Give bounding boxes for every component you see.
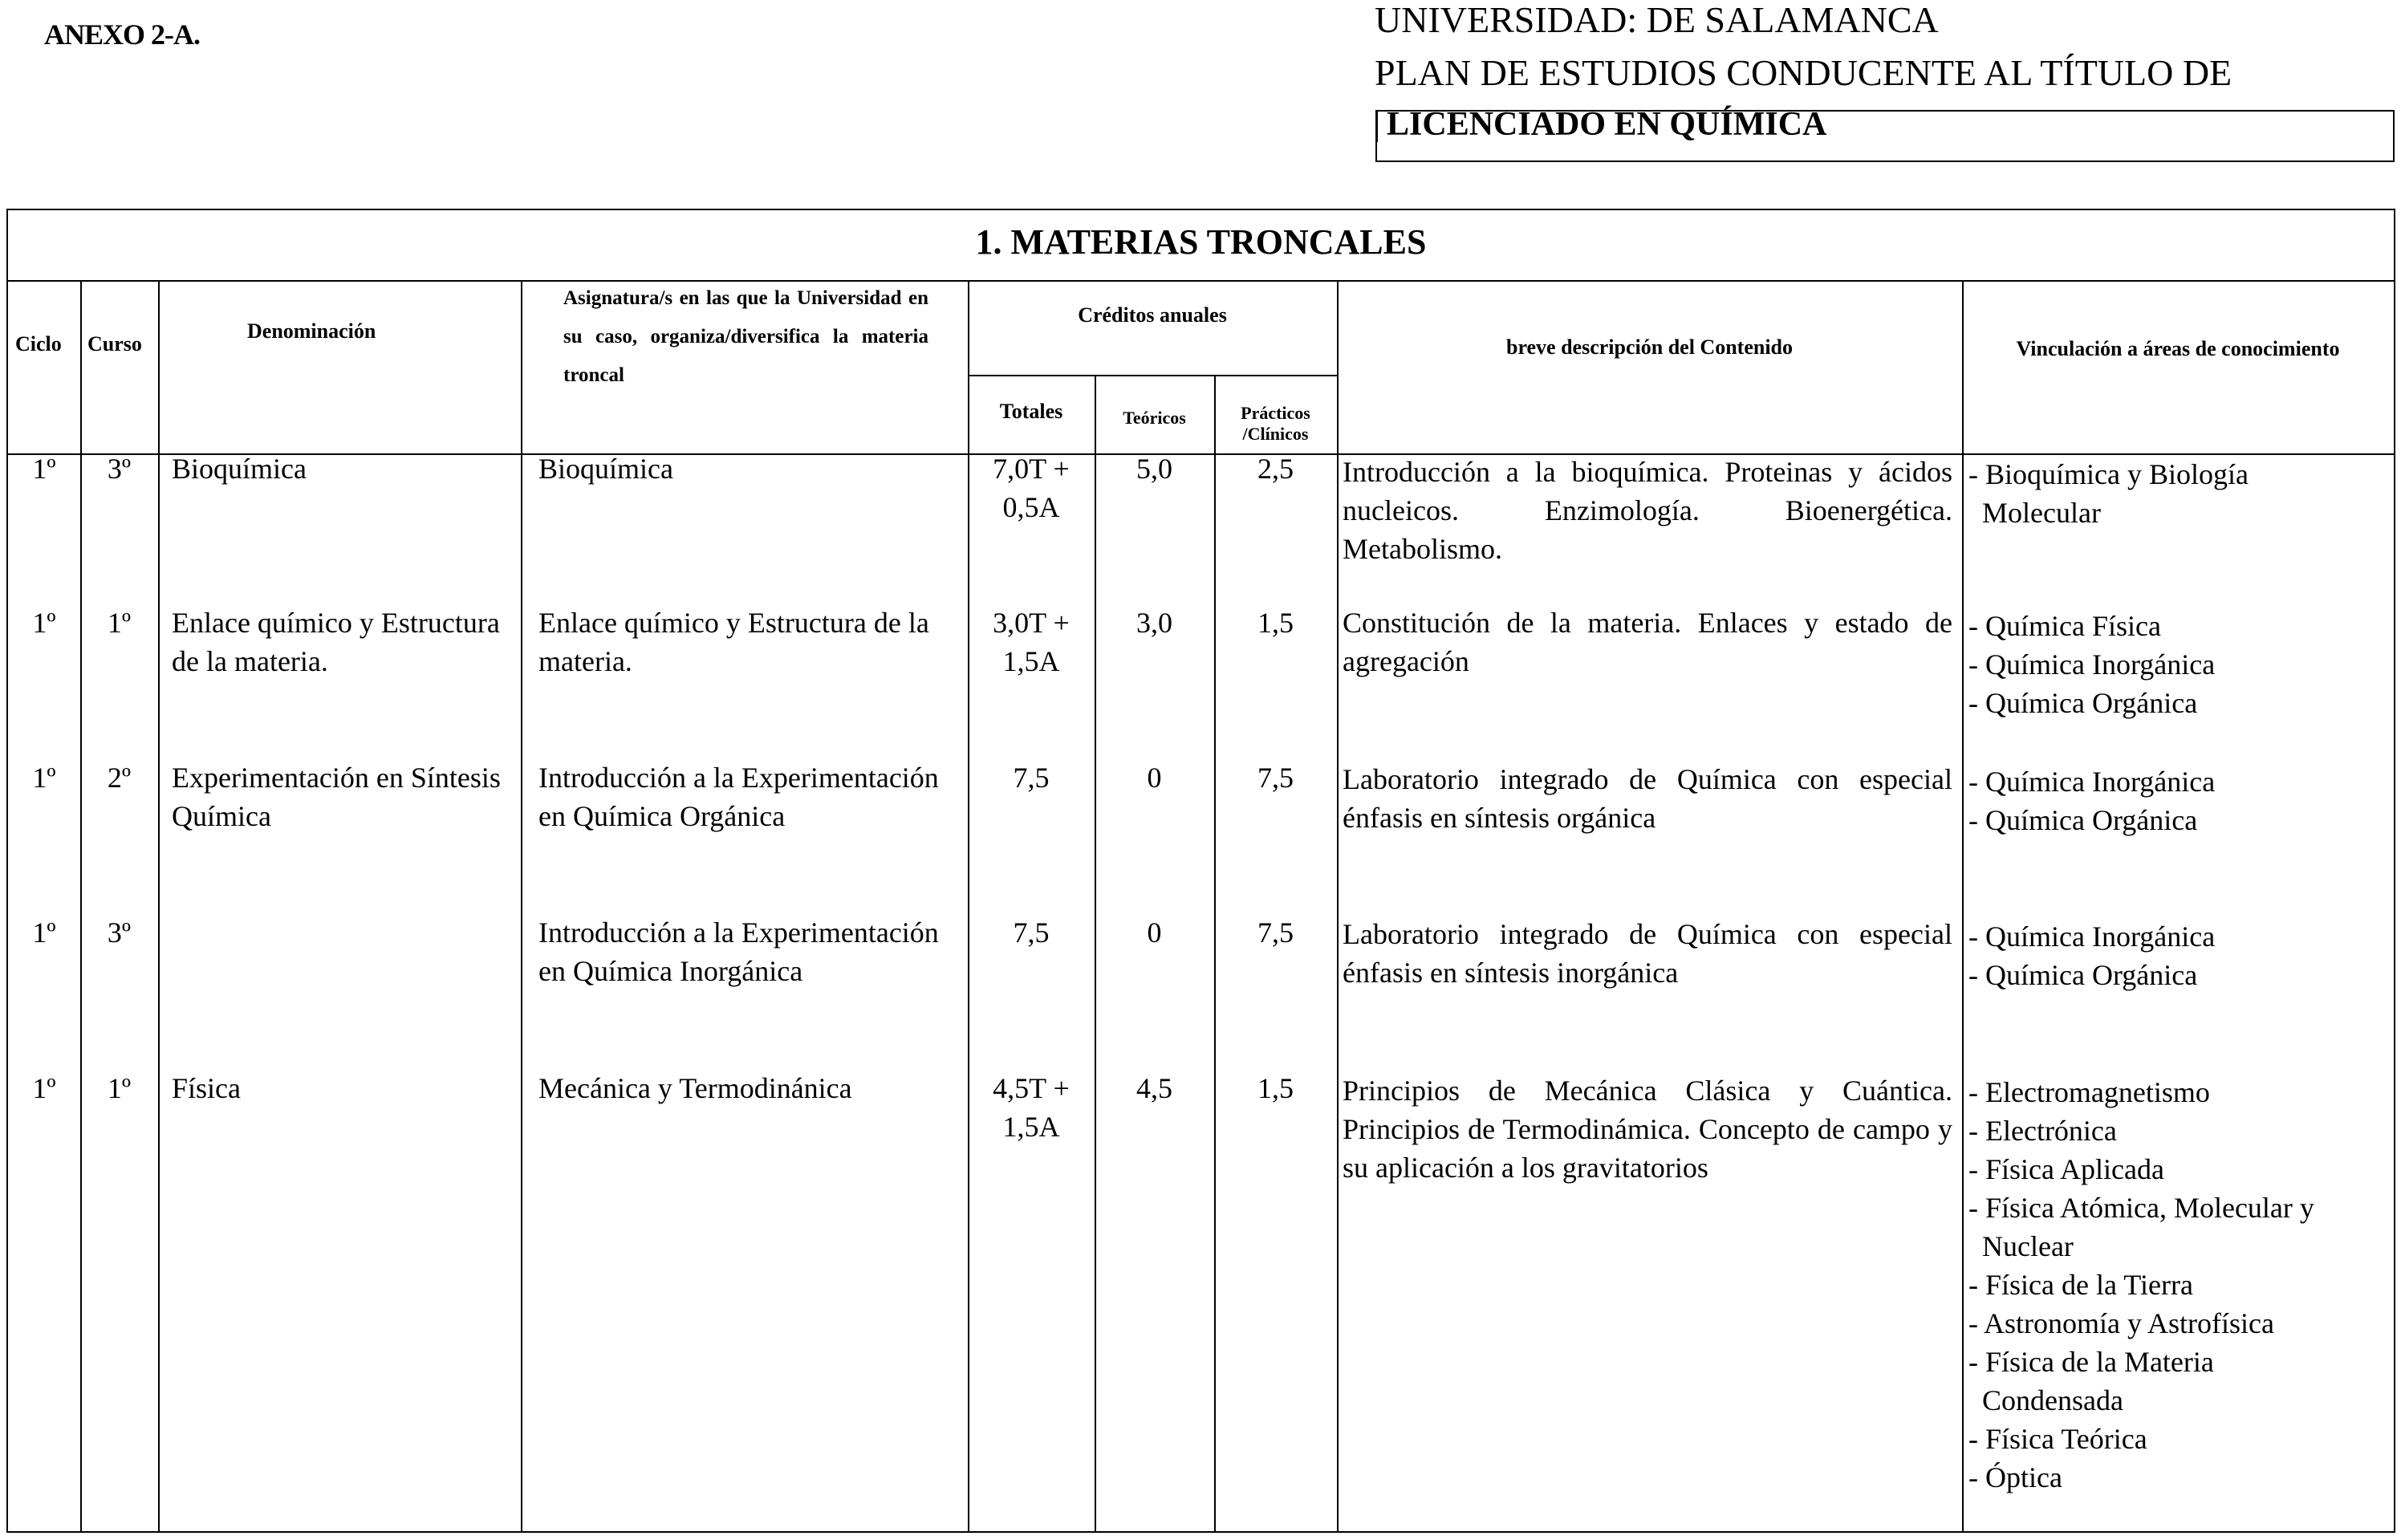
- row2-practicos: 1,5: [1257, 607, 1294, 639]
- row2-areas: [1968, 607, 2215, 722]
- area-item: Molecular: [1982, 497, 2101, 529]
- row5-areas: [1968, 1073, 2314, 1497]
- col-sep-creditos: [1337, 280, 1339, 1533]
- area-item: - Física Atómica, Molecular y: [1968, 1192, 2314, 1224]
- row1-teoricos: 5,0: [1136, 453, 1172, 485]
- row4-descripcion: Laboratorio integrado de Química con especial énfasis en síntesis inorgánica: [1343, 918, 1952, 989]
- row2-asignatura: Enlace químico y Estructura de la materia.: [538, 607, 929, 677]
- row1-asignatura: Bioquímica: [538, 453, 673, 485]
- row2-descripcion: Constitución de la materia. Enlaces y estado de agregación: [1343, 607, 1952, 677]
- row5-practicos: 1,5: [1257, 1072, 1294, 1104]
- degree-title: LICENCIADO EN QUÍMICA: [1387, 106, 1827, 143]
- row4-practicos: 7,5: [1257, 916, 1294, 949]
- row4-asignatura: Introducción a la Experimentación en Química Inorgánica: [538, 916, 939, 987]
- header-vinculacion: Vinculación a áreas de conocimiento: [2016, 337, 2340, 360]
- area-item: - Química Orgánica: [1968, 804, 2198, 836]
- header-practicos-line2: /Clínicos: [1242, 424, 1309, 444]
- row2-curso: 1º: [107, 607, 132, 639]
- row1-practicos: 2,5: [1257, 453, 1294, 485]
- header-asignatura: Asignatura/s en las que la Universidad en su caso, organiza/diversifica la materia troncal: [563, 287, 928, 386]
- row4-totales-line1: 7,5: [1013, 916, 1050, 949]
- row5-denominacion: Física: [172, 1072, 241, 1104]
- row2-ciclo: 1º: [32, 607, 56, 639]
- area-item: - Química Inorgánica: [1968, 648, 2216, 681]
- area-item: - Bioquímica y Biología: [1968, 458, 2249, 490]
- header-ciclo: Ciclo: [15, 332, 62, 356]
- row3-teoricos: 0: [1147, 762, 1162, 794]
- col-sep-denominacion: [521, 280, 522, 1533]
- header-teoricos: Teóricos: [1123, 408, 1186, 428]
- annex-label: ANEXO 2-A.: [44, 18, 200, 51]
- row3-totales-line1: 7,5: [1013, 762, 1050, 794]
- header-denominacion: Denominación: [247, 319, 376, 343]
- row1-totales: [968, 449, 1095, 526]
- area-item: - Física Aplicada: [1968, 1153, 2164, 1185]
- area-item: - Electrónica: [1968, 1115, 2117, 1147]
- row5-descripcion: Principios de Mecánica Clásica y Cuántica. Principios de Termodinámica. Concepto de campo y su aplicación a los gravitatorios: [1343, 1075, 1952, 1184]
- row1-descripcion: Introducción a la bioquímica. Proteinas y ácidos nucleicos. Enzimología. Bioenergética. Metabolismo.: [1343, 456, 1952, 565]
- row3-areas: [1968, 762, 2215, 839]
- row3-curso: 2º: [107, 762, 132, 794]
- university-line: UNIVERSIDAD: DE SALAMANCA: [1375, 0, 1939, 40]
- area-item: - Física Teórica: [1968, 1423, 2147, 1455]
- box-tick-mark: [1375, 110, 1378, 142]
- row1-totales-line2: 0,5A: [1002, 491, 1060, 523]
- row4-totales: [968, 913, 1095, 952]
- area-item: - Física de la Materia: [1968, 1346, 2214, 1378]
- row2-totales-line2: 1,5A: [1002, 645, 1060, 677]
- col-sep-teoricos: [1214, 375, 1216, 1533]
- header-practicos: [1214, 403, 1337, 445]
- row3-practicos: 7,5: [1257, 762, 1294, 794]
- area-item: Nuclear: [1982, 1230, 2074, 1262]
- area-item: - Óptica: [1968, 1461, 2062, 1493]
- row5-totales-line1: 4,5T +: [993, 1072, 1070, 1104]
- row5-teoricos: 4,5: [1136, 1072, 1172, 1104]
- row5-totales: [968, 1069, 1095, 1146]
- rule-under-creditos: [968, 375, 1337, 376]
- row1-denominacion: Bioquímica: [172, 453, 307, 485]
- row4-areas: [1968, 917, 2215, 994]
- area-item: - Química Orgánica: [1968, 959, 2198, 991]
- row5-curso: 1º: [107, 1072, 132, 1104]
- row4-ciclo: 1º: [32, 916, 56, 949]
- row5-totales-line2: 1,5A: [1002, 1111, 1060, 1143]
- row4-curso: 3º: [107, 916, 132, 949]
- row3-asignatura: Introducción a la Experimentación en Química Orgánica: [538, 762, 939, 832]
- area-item: - Química Inorgánica: [1968, 766, 2216, 798]
- header-totales: Totales: [999, 400, 1063, 423]
- row3-ciclo: 1º: [32, 762, 56, 794]
- row5-asignatura: Mecánica y Termodinánica: [538, 1072, 852, 1104]
- header-practicos-line1: Prácticos: [1241, 403, 1310, 423]
- area-item: - Astronomía y Astrofísica: [1968, 1307, 2274, 1339]
- row2-totales: [968, 603, 1095, 681]
- col-sep-totales: [1095, 375, 1096, 1533]
- area-item: Condensada: [1982, 1384, 2123, 1416]
- area-item: - Química Física: [1968, 610, 2161, 642]
- header-curso: Curso: [87, 332, 142, 356]
- degree-title-box: [1375, 106, 2395, 162]
- row3-totales: [968, 758, 1095, 797]
- row5-ciclo: 1º: [32, 1072, 56, 1104]
- area-item: - Química Orgánica: [1968, 687, 2198, 719]
- row1-areas: [1968, 455, 2249, 532]
- row2-teoricos: 3,0: [1136, 607, 1172, 639]
- row3-descripcion: Laboratorio integrado de Química con especial énfasis en síntesis orgánica: [1343, 763, 1952, 834]
- row2-denominacion: Enlace químico y Estructura de la materia.: [172, 607, 500, 677]
- header-creditos: Créditos anuales: [1078, 303, 1227, 327]
- row3-denominacion: Experimentación en Síntesis Química: [172, 762, 501, 832]
- section-title: 1. MATERIAS TRONCALES: [975, 222, 1427, 262]
- area-item: - Química Inorgánica: [1968, 920, 2216, 953]
- col-sep-descripcion: [1962, 280, 1964, 1533]
- row1-curso: 3º: [107, 453, 132, 485]
- plan-line: PLAN DE ESTUDIOS CONDUCENTE AL TÍTULO DE: [1375, 52, 2232, 93]
- materias-table: [6, 209, 2395, 1533]
- col-sep-curso: [158, 280, 160, 1533]
- header-descripcion: breve descripción del Contenido: [1505, 335, 1794, 359]
- area-item: - Física de la Tierra: [1968, 1269, 2193, 1301]
- row1-totales-line1: 7,0T +: [993, 453, 1070, 485]
- row4-teoricos: 0: [1147, 916, 1162, 949]
- row2-totales-line1: 3,0T +: [993, 607, 1070, 639]
- rule-under-section: [8, 280, 2394, 282]
- area-item: - Electromagnetismo: [1968, 1076, 2210, 1108]
- row1-ciclo: 1º: [32, 453, 56, 485]
